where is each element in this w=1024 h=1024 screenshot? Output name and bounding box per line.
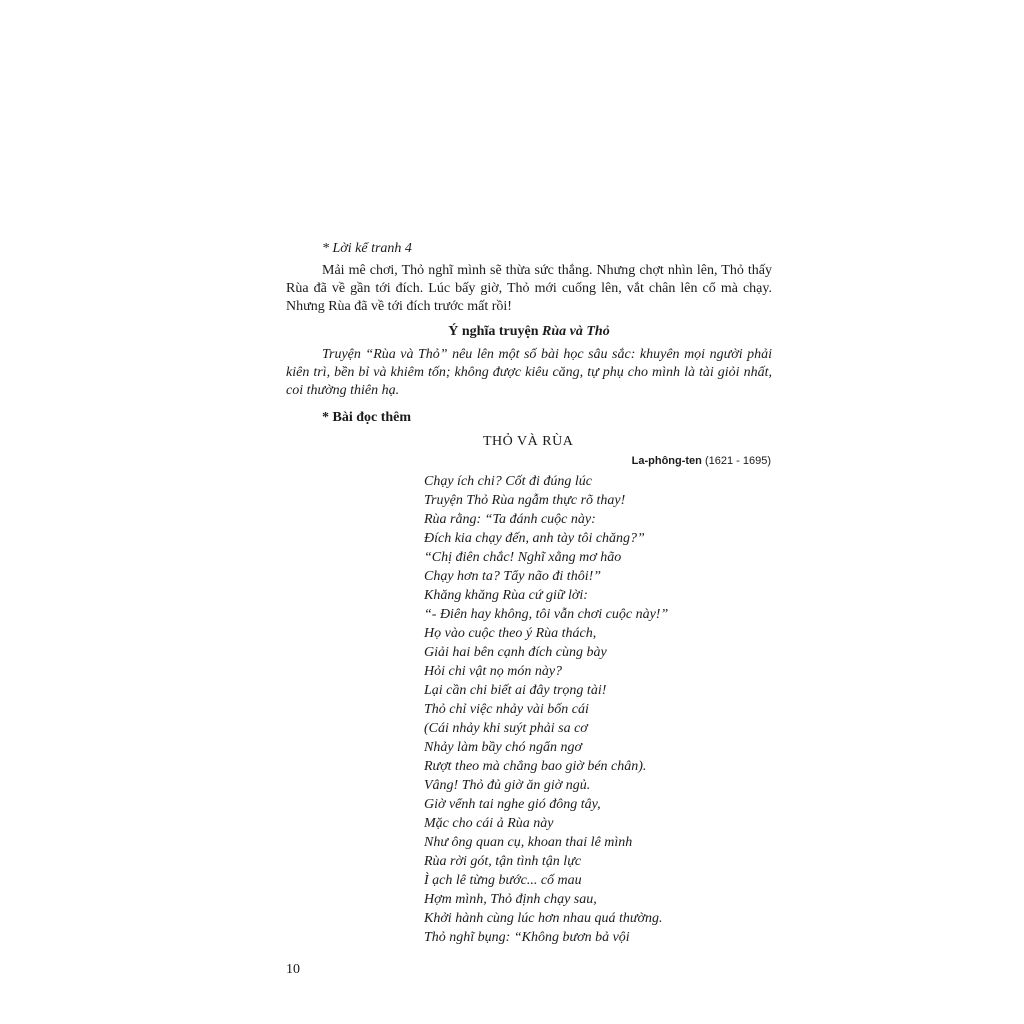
poem-line: “- Điên hay không, tôi vẫn chơi cuộc này!” <box>424 607 669 622</box>
picture-caption: * Lời kể tranh 4 <box>322 241 412 256</box>
poem-line: Thỏ nghĩ bụng: “Không bươn bả vội <box>424 930 630 945</box>
poem-line: (Cái nhảy khi suýt phải sa cơ <box>424 721 588 736</box>
poem-line: Đích kia chạy đến, anh tày tôi chăng?” <box>424 531 645 546</box>
poem-line: Khăng khăng Rùa cứ giữ lời: <box>424 588 588 603</box>
meaning-heading <box>286 323 772 341</box>
poem-line: Nhảy làm bầy chó ngẩn ngơ <box>424 740 582 755</box>
poem-line: Hợm mình, Thỏ định chạy sau, <box>424 892 597 907</box>
poem-line: Khởi hành cùng lúc hơn nhau quá thường. <box>424 911 663 926</box>
poem-line: Rượt theo mà chẳng bao giờ bén chân). <box>424 759 647 774</box>
meaning-heading-prefix: Ý nghĩa truyện <box>448 324 543 339</box>
poem-line: Giải hai bên cạnh đích cùng bày <box>424 645 607 660</box>
poem-author <box>632 454 771 468</box>
poem-line: Lại cần chi biết ai đây trọng tài! <box>424 683 607 698</box>
poem-line: Truyện Thỏ Rùa ngẫm thực rõ thay! <box>424 493 626 508</box>
poem-author-name: La-phông-ten <box>631 455 702 467</box>
poem-line: Ì ạch lê từng bước... cố mau <box>424 873 582 888</box>
poem-line: “Chị điên chắc! Nghĩ xằng mơ hão <box>424 550 622 565</box>
meaning-heading-title: Rùa và Thỏ <box>542 324 610 339</box>
poem-line: Giờ vểnh tai nghe gió đông tây, <box>424 797 601 812</box>
poem-line: Vâng! Thỏ đủ giờ ăn giờ ngủ. <box>424 778 591 793</box>
poem-line: Chạy hơn ta? Tẩy não đi thôi!” <box>424 569 602 584</box>
poem-line: Mặc cho cái ả Rùa này <box>424 816 554 831</box>
poem-title: THỎ VÀ RÙA <box>483 434 574 449</box>
poem-line: Rùa rằng: “Ta đánh cuộc này: <box>424 512 596 527</box>
poem-line: Thỏ chỉ việc nhảy vài bốn cái <box>424 702 589 717</box>
poem-lines <box>424 472 668 947</box>
extra-reading-heading: * Bài đọc thêm <box>322 410 412 425</box>
poem-line: Họ vào cuộc theo ý Rùa thách, <box>424 626 597 641</box>
poem-line: Hỏi chi vật nọ món này? <box>424 664 563 679</box>
poem-author-years: (1621 - 1695) <box>704 455 771 467</box>
page-number: 10 <box>286 962 300 977</box>
poem-line: Chạy ích chi? Cốt đi đúng lúc <box>424 474 592 489</box>
meaning-paragraph: Truyện “Rùa và Thỏ” nêu lên một số bài học sâu sắc: khuyên mọi người phải kiên trì, bền bỉ và khiêm tốn; không được kiêu căng, tự phụ cho mình là tài giỏi nhất, coi thường thiên hạ. <box>286 347 772 398</box>
poem-line: Như ông quan cụ, khoan thai lê mình <box>424 835 633 850</box>
poem-line: Rùa rời gót, tận tình tận lực <box>424 854 582 869</box>
story-paragraph: Mải mê chơi, Thỏ nghĩ mình sẽ thừa sức thắng. Nhưng chợt nhìn lên, Thỏ thấy Rùa đã về gần tới đích. Lúc bấy giờ, Thỏ mới cuống lên, vắt chân lên cổ mà chạy. Nhưng Rùa đã về tới đích trước mất rồi! <box>286 263 772 314</box>
